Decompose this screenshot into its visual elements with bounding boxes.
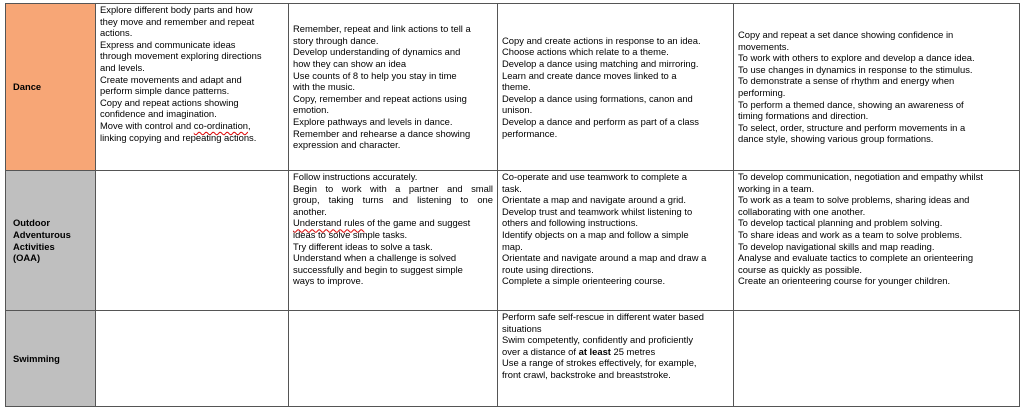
cell-line: how they can show an idea [293, 58, 407, 70]
cell-line: linking copying and repeating actions. [100, 131, 257, 143]
cell-line: Move with control and co-ordination, [100, 119, 251, 131]
cell-line: Orientate and navigate around a map and draw a [502, 252, 707, 264]
cell-line: group, taking turns and listening to one [293, 194, 493, 206]
cell-line: To develop navigational skills and map reading. [738, 240, 935, 252]
cell-line: Create an orienteering course for younger children. [738, 275, 951, 287]
cell-line: Identify objects on a map and follow a simple [502, 228, 689, 240]
cell-line: another. [293, 205, 327, 217]
swim-cell-col2-empty [289, 311, 498, 407]
table-row-swimming [6, 311, 1020, 407]
dance-cell-col4 [734, 4, 1020, 171]
cell-line: performance. [502, 127, 558, 139]
cell-line: over a distance of at least 25 metres [502, 345, 656, 357]
cell-line: Try different ideas to solve a task. [293, 240, 433, 252]
spellcheck-underlined-word: Understand rules [293, 217, 365, 229]
oaa-cell-col4 [734, 171, 1020, 311]
cell-line: others and following instructions. [502, 217, 639, 229]
heading-line: Adventurous [13, 228, 71, 240]
cell-line: Develop a dance using matching and mirroring. [502, 58, 699, 70]
row-heading-swimming: Swimming [6, 311, 96, 407]
cell-line: Begin to work with a partner and small [293, 182, 493, 194]
swim-cell-col4-empty [734, 311, 1020, 407]
cell-line: course as quickly as possible. [738, 263, 863, 275]
cell-line: unison. [502, 104, 533, 116]
cell-line: To work with others to explore and develop a dance idea. [738, 52, 975, 64]
cell-line: To use changes in dynamics in response to the stimulus. [738, 63, 973, 75]
cell-line: Perform safe self-rescue in different water based [502, 311, 705, 322]
cell-line: ideas to solve simple tasks. [293, 228, 408, 240]
cell-line: front crawl, backstroke and breaststroke. [502, 368, 671, 380]
cell-line: through movement exploring directions [100, 50, 262, 62]
table-row-oaa [6, 171, 1020, 311]
cell-line: To demonstrate a sense of rhythm and energy when [738, 75, 955, 87]
cell-line: confidence and imagination. [100, 108, 217, 120]
cell-line: Copy, remember and repeat actions using [293, 92, 467, 104]
cell-line: Copy and repeat a set dance showing confidence in [738, 29, 954, 41]
dance-cell-col2 [289, 4, 498, 171]
cell-line: successfully and begin to suggest simple [293, 263, 463, 275]
cell-line: situations [502, 322, 542, 334]
cell-line: emotion. [293, 104, 329, 116]
dance-cell-col1 [96, 4, 289, 171]
cell-line: dance style, showing various group formations. [738, 133, 934, 145]
cell-line: Orientate a map and navigate around a grid. [502, 194, 686, 206]
cell-line: they move and remember and repeat [100, 15, 255, 27]
cell-line: To develop tactical planning and problem solving. [738, 217, 943, 229]
row-heading-oaa [6, 171, 96, 311]
cell-line: movements. [738, 40, 790, 52]
cell-line: Develop a dance using formations, canon and [502, 92, 693, 104]
cell-line: Develop a dance and perform as part of a class [502, 115, 699, 127]
cell-line: Create movements and adapt and [100, 73, 242, 85]
swim-cell-col1-empty [96, 311, 289, 407]
heading-line: (OAA) [13, 252, 41, 264]
cell-line: ways to improve. [293, 275, 364, 287]
cell-line: collaborating with one another. [738, 205, 866, 217]
cell-line: Use a range of strokes effectively, for example, [502, 357, 697, 369]
cell-line: Choose actions which relate to a theme. [502, 46, 669, 58]
oaa-cell-col3 [498, 171, 734, 311]
cell-line: Explore different body parts and how [100, 4, 253, 15]
cell-line: theme. [502, 81, 531, 93]
curriculum-table [5, 3, 1020, 407]
cell-line: actions. [100, 27, 133, 39]
cell-line: performing. [738, 87, 786, 98]
cell-line: Copy and repeat actions showing [100, 96, 239, 108]
cell-line: Develop trust and teamwork whilst listening to [502, 205, 693, 217]
row-heading-dance: Dance [6, 4, 96, 171]
cell-line: Complete a simple orienteering course. [502, 275, 666, 287]
cell-line: expression and character. [293, 139, 401, 151]
cell-line: Remember, repeat and link actions to tell a [293, 23, 471, 35]
cell-line: task. [502, 182, 522, 194]
cell-line: To select, order, structure and perform movements in a [738, 121, 966, 133]
cell-line: timing formations and direction. [738, 110, 869, 122]
oaa-cell-col1-empty [96, 171, 289, 311]
cell-line: Remember and rehearse a dance showing [293, 127, 471, 139]
cell-line: working in a team. [738, 182, 815, 194]
cell-line: To share ideas and work as a team to solve problems. [738, 228, 963, 240]
oaa-cell-col2 [289, 171, 498, 311]
heading-line: Activities [13, 240, 55, 252]
cell-line: To perform a themed dance, showing an awareness of [738, 98, 964, 110]
cell-line: perform simple dance patterns. [100, 85, 230, 97]
cell-line: Express and communicate ideas [100, 38, 236, 50]
cell-line: Follow instructions accurately. [293, 171, 418, 182]
cell-line: To work as a team to solve problems, sharing ideas and [738, 194, 970, 206]
cell-line: To develop communication, negotiation and empathy whilst [738, 171, 983, 182]
cell-line: Learn and create dance moves linked to a [502, 69, 677, 81]
cell-line: Co-operate and use teamwork to complete a [502, 171, 687, 182]
cell-line: Explore pathways and levels in dance. [293, 115, 453, 127]
dance-cell-col3 [498, 4, 734, 171]
table-row-dance [6, 4, 1020, 171]
cell-line: route using directions. [502, 263, 594, 275]
cell-line: Analyse and evaluate tactics to complete an orienteering [738, 252, 974, 264]
swim-cell-col3 [498, 311, 734, 407]
cell-line: Swim competently, confidently and proficiently [502, 334, 694, 346]
bold-text: at least [578, 345, 611, 357]
cell-line: and levels. [100, 61, 145, 73]
cell-line: Copy and create actions in response to an idea. [502, 34, 701, 46]
cell-line: with the music. [293, 81, 355, 93]
cell-line: map. [502, 240, 523, 252]
cell-line: Understand when a challenge is solved [293, 252, 457, 264]
cell-line: Use counts of 8 to help you stay in time [293, 69, 457, 81]
heading-line: Outdoor [13, 217, 50, 229]
cell-line: story through dance. [293, 34, 379, 46]
spellcheck-underlined-word: co-ordination [193, 119, 248, 131]
cell-line: Develop understanding of dynamics and [293, 46, 461, 58]
cell-line: Understand rules of the game and suggest [293, 217, 471, 229]
